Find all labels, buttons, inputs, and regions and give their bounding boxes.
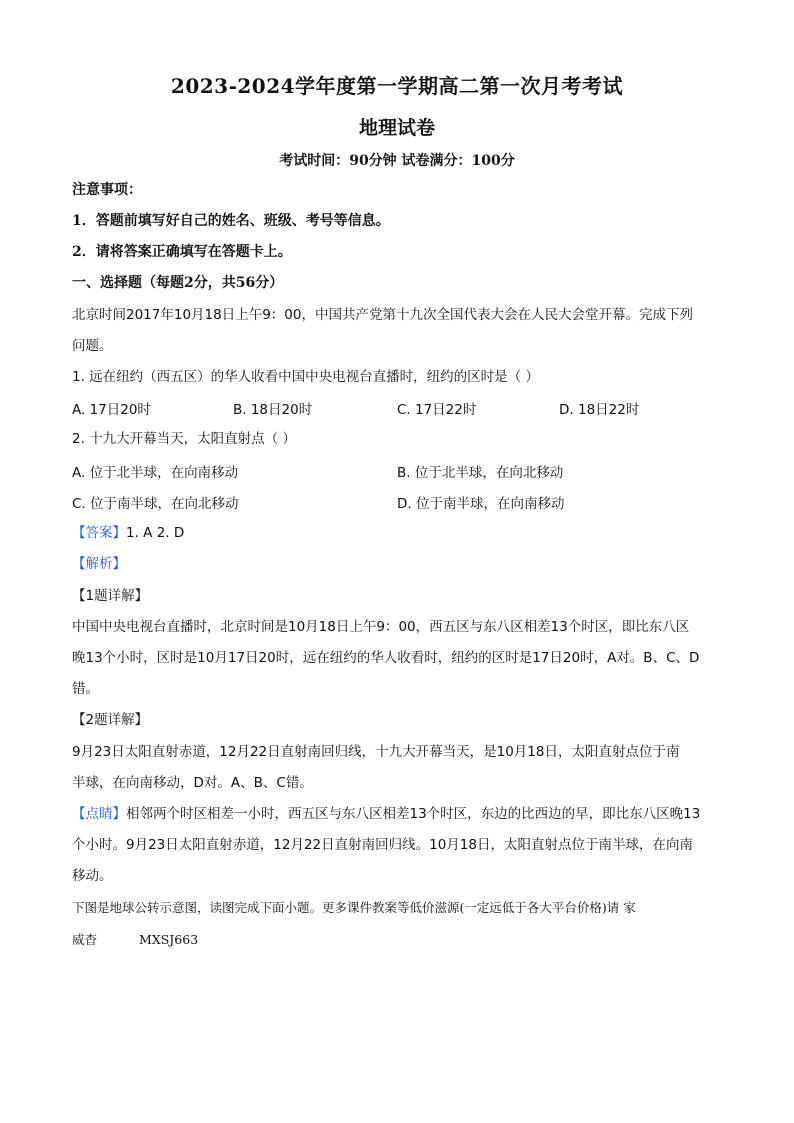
detail-1-line-3: 错。 [72,681,99,697]
detail-2-heading: 【2题详解】 [72,712,149,728]
answer-line [72,523,722,543]
analysis-line [72,554,722,574]
question-2-option-d: D. 位于南半球，在向南移动 [397,496,565,512]
tip-line-1 [72,804,722,824]
exam-info: 考试时间：90分钟 试卷满分：100分 [279,153,515,169]
question-1-option-b: B. 18日20时 [233,402,313,418]
analysis-tag: 【解析】 [72,556,126,572]
footer-code: MXSJ663 [139,932,199,947]
question-2-option-c: C. 位于南半球，在向北移动 [72,496,239,512]
question-1-stem: 1. 远在纽约（西五区）的华人收看中国中央电视台直播时，纽约的区时是（ ） [72,369,539,385]
detail-2-line-1: 9月23日太阳直射赤道，12月22日直射南回归线，十九大开幕当天，是10月18日，太阳直射点位于南 [72,744,680,760]
tip-text-1: 相邻两个时区相差一小时，西五区与东八区相差13个时区，东边的比西边的早，即比东八区晚13 [126,806,701,822]
subject-title: 地理试卷 [358,117,435,139]
question-2-option-a: A. 位于北半球，在向南移动 [72,465,239,481]
question-1-option-d: D. 18日22时 [559,402,640,418]
question-2-option-b: B. 位于北半球，在向北移动 [397,465,564,481]
question-2-stem: 2. 十九大开幕当天，太阳直射点（ ） [72,431,296,447]
detail-1-line-1: 中国中央电视台直播时，北京时间是10月18日上午9：00，西五区与东八区相差13个时区，即比东八区 [72,619,690,635]
passage-line-2: 问题。 [72,338,113,354]
notice-item-1: 1．答题前填写好自己的姓名、班级、考号等信息。 [72,213,390,229]
notice-item-2: 2．请将答案正确填写在答题卡上。 [72,244,292,260]
tip-line-2: 个小时。9月23日太阳直射赤道，12月22日直射南回归线。10月18日，太阳直射点位于南半球，在向南 [72,837,693,853]
detail-1-line-2: 晚13个小时，区时是10月17日20时，远在纽约的华人收看时，纽约的区时是17日20时，A对。B、C、D [72,650,700,666]
section-heading: 一、选择题（每题2分，共56分） [72,275,284,291]
tip-line-3: 移动。 [72,868,113,884]
question-1-option-a: A. 17日20时 [72,402,151,418]
answer-text: 1. A 2. D [126,525,185,541]
exam-title: 2023-2024学年度第一学期高二第一次月考考试 [170,74,624,98]
answer-tag: 【答案】 [72,525,126,541]
footer-text: 威杳 [72,932,98,947]
detail-2-line-2: 半球，在向南移动，D对。A、B、C错。 [72,775,313,791]
notice-heading: 注意事项： [72,182,142,198]
tip-tag: 【点睛】 [72,806,126,822]
question-1-option-c: C. 17日22时 [397,402,477,418]
detail-1-heading: 【1题详解】 [72,588,149,604]
footer-line-2 [72,930,722,950]
footer-line-1: 下图是地球公转示意图，读图完成下面小题。更多课件教案等低价滋源(一定远低于各大平台价格)请 家 [72,900,636,915]
passage-line-1: 北京时间2017年10月18日上午9：00，中国共产党第十九次全国代表大会在人民大会堂开幕。完成下列 [72,307,693,323]
